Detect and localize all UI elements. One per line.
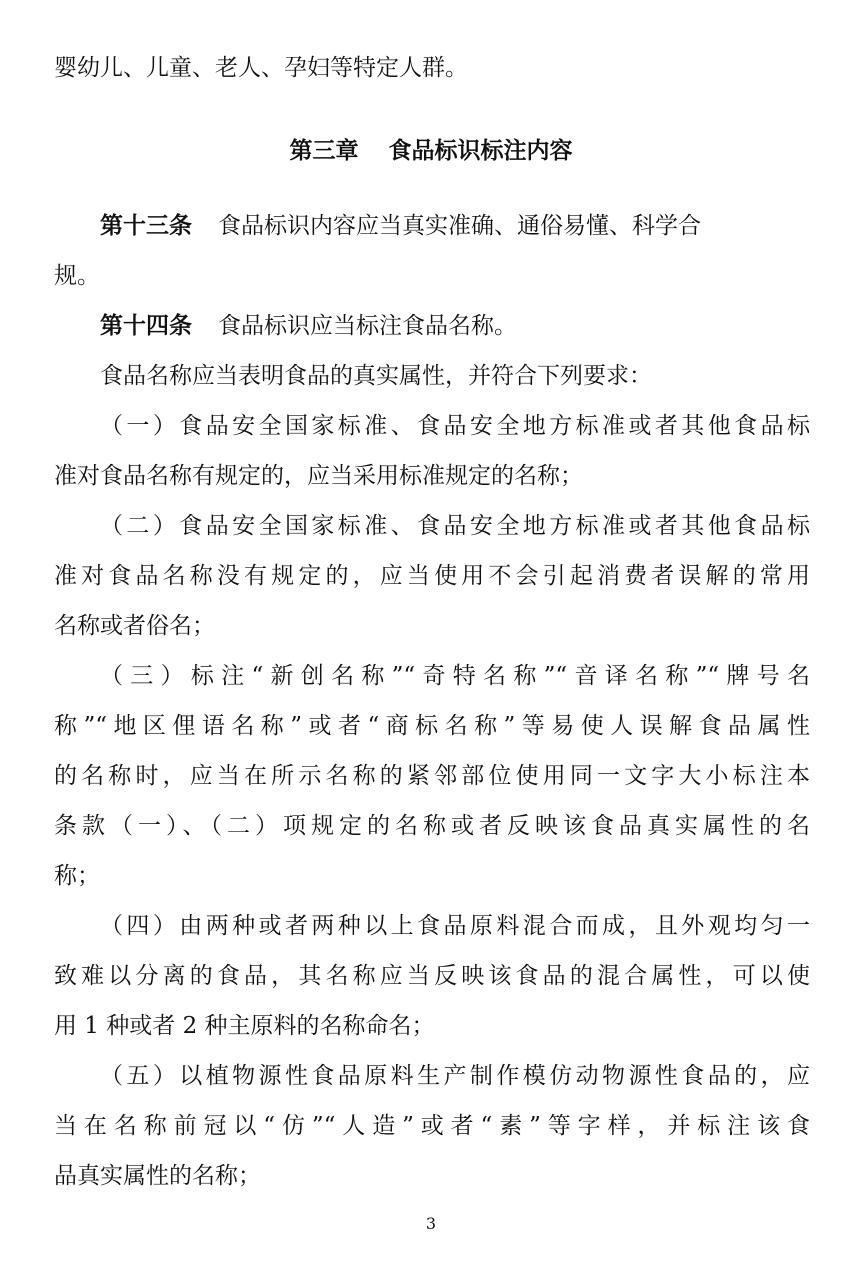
continued-text-line: 婴幼儿、儿童、老人、孕妇等特定人群。 <box>54 55 468 81</box>
chapter-number: 第三章 <box>289 138 359 164</box>
article-13-title: 第十三条 <box>100 213 192 239</box>
page-number: 3 <box>425 1214 437 1233</box>
item-5-line-2: 当在名称前冠以“仿”“人造”或者“素”等字样，并标注该食 <box>54 1113 810 1139</box>
item-5-line-1: （五）以植物源性食品原料生产制作模仿动物源性食品的，应 <box>100 1063 810 1089</box>
article-14-text: 食品标识应当标注食品名称。 <box>218 313 517 339</box>
item-3-line-3: 的名称时，应当在所示名称的紧邻部位使用同一文字大小标注本 <box>54 763 810 789</box>
item-4-line-3: 用 1 种或者 2 种主原料的名称命名； <box>54 1013 435 1039</box>
item-2-line-1: （二）食品安全国家标准、食品安全地方标准或者其他食品标 <box>100 513 810 539</box>
article-13-text: 食品标识内容应当真实准确、通俗易懂、科学合 <box>218 213 701 239</box>
item-3-line-5: 称； <box>54 863 100 889</box>
chapter-heading <box>0 131 862 171</box>
article-13-line-1 <box>100 206 810 246</box>
item-4-line-1: （四）由两种或者两种以上食品原料混合而成，且外观均匀一 <box>100 913 810 939</box>
item-5-line-3: 品真实属性的名称； <box>54 1163 261 1189</box>
article-14-intro: 食品名称应当表明食品的真实属性，并符合下列要求： <box>100 363 652 389</box>
chapter-title: 食品标识标注内容 <box>388 138 573 164</box>
item-2-line-2: 准对食品名称没有规定的，应当使用不会引起消费者误解的常用 <box>54 563 810 589</box>
item-3-line-2: 称”“地区俚语名称”或者“商标名称”等易使人误解食品属性 <box>54 713 810 739</box>
item-1-line-1: （一）食品安全国家标准、食品安全地方标准或者其他食品标 <box>100 413 810 439</box>
item-2-line-3: 名称或者俗名； <box>54 613 215 639</box>
item-3-line-1: （三）标注“新创名称”“奇特名称”“音译名称”“牌号名 <box>100 663 810 689</box>
item-3-line-4: 条款（一）、（二）项规定的名称或者反映该食品真实属性的名 <box>54 813 810 839</box>
article-13-line-2: 规。 <box>54 263 100 289</box>
item-1-line-2: 准对食品名称有规定的，应当采用标准规定的名称； <box>54 463 583 489</box>
article-14-line-1 <box>100 306 810 346</box>
article-14-title: 第十四条 <box>100 313 192 339</box>
item-4-line-2: 致难以分离的食品，其名称应当反映该食品的混合属性，可以使 <box>54 963 810 989</box>
